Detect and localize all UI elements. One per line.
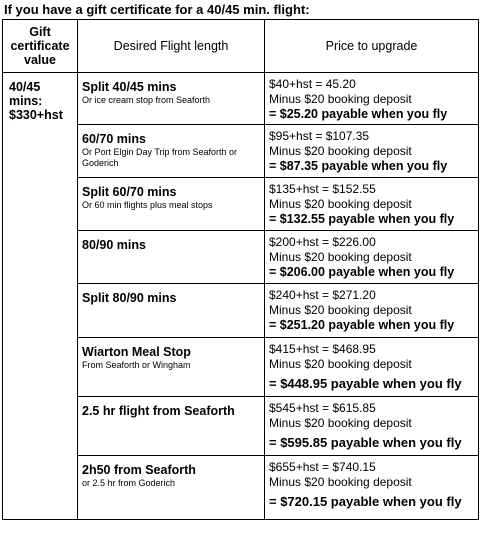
payable-amount: = $595.85 payable when you fly bbox=[269, 435, 462, 450]
deposit-note: Minus $20 booking deposit bbox=[269, 303, 412, 317]
flight-subtitle: Or ice cream stop from Seaforth bbox=[82, 95, 211, 105]
payable-amount: = $720.15 payable when you fly bbox=[269, 494, 462, 509]
price-with-tax: $415+hst = $468.95 bbox=[269, 342, 376, 356]
deposit-note: Minus $20 booking deposit bbox=[269, 92, 412, 106]
price-cell bbox=[265, 125, 479, 178]
header-flight-length: Desired Flight length bbox=[78, 20, 265, 73]
flight-title: 2h50 from Seaforth bbox=[82, 463, 196, 477]
certificate-value-cell: 40/45 mins: $330+hst bbox=[3, 73, 78, 520]
price-with-tax: $655+hst = $740.15 bbox=[269, 460, 376, 474]
payable-amount: = $25.20 payable when you fly bbox=[269, 107, 448, 121]
price-with-tax: $135+hst = $152.55 bbox=[269, 182, 376, 196]
flight-cell bbox=[78, 125, 265, 178]
flight-title: 60/70 mins bbox=[82, 132, 146, 146]
price-with-tax: $40+hst = 45.20 bbox=[269, 77, 356, 91]
page-heading: If you have a gift certificate for a 40/45 min. flight: bbox=[4, 2, 310, 17]
price-cell bbox=[265, 456, 479, 520]
flight-title: Split 80/90 mins bbox=[82, 291, 177, 305]
price-with-tax: $545+hst = $615.85 bbox=[269, 401, 376, 415]
deposit-note: Minus $20 booking deposit bbox=[269, 144, 412, 158]
deposit-note: Minus $20 booking deposit bbox=[269, 416, 412, 430]
payable-amount: = $132.55 payable when you fly bbox=[269, 212, 455, 226]
flight-title: 2.5 hr flight from Seaforth bbox=[82, 404, 235, 418]
payable-amount: = $206.00 payable when you fly bbox=[269, 265, 455, 279]
flight-subtitle: From Seaforth or Wingham bbox=[82, 360, 191, 370]
table-row bbox=[3, 73, 479, 125]
upgrade-price-table bbox=[2, 19, 479, 520]
flight-subtitle: Or 60 min flights plus meal stops bbox=[82, 200, 213, 210]
flight-title: Wiarton Meal Stop bbox=[82, 345, 191, 359]
deposit-note: Minus $20 booking deposit bbox=[269, 475, 412, 489]
price-with-tax: $240+hst = $271.20 bbox=[269, 288, 376, 302]
price-with-tax: $200+hst = $226.00 bbox=[269, 235, 376, 249]
header-certificate: Gift certificate value bbox=[3, 20, 78, 73]
flight-cell bbox=[78, 397, 265, 456]
flight-title: Split 60/70 mins bbox=[82, 185, 177, 199]
flight-cell bbox=[78, 73, 265, 125]
price-cell bbox=[265, 231, 479, 284]
price-cell bbox=[265, 178, 479, 231]
flight-cell bbox=[78, 456, 265, 520]
payable-amount: = $87.35 payable when you fly bbox=[269, 159, 448, 173]
flight-cell bbox=[78, 231, 265, 284]
price-cell bbox=[265, 284, 479, 338]
payable-amount: = $251.20 payable when you fly bbox=[269, 318, 455, 332]
flight-title: 80/90 mins bbox=[82, 238, 146, 252]
flight-cell bbox=[78, 338, 265, 397]
deposit-note: Minus $20 booking deposit bbox=[269, 250, 412, 264]
header-row bbox=[3, 20, 479, 73]
header-price: Price to upgrade bbox=[265, 20, 479, 73]
flight-cell bbox=[78, 284, 265, 338]
deposit-note: Minus $20 booking deposit bbox=[269, 197, 412, 211]
price-cell bbox=[265, 397, 479, 456]
price-cell bbox=[265, 338, 479, 397]
flight-cell bbox=[78, 178, 265, 231]
flight-title: Split 40/45 mins bbox=[82, 80, 177, 94]
flight-subtitle: Or Port Elgin Day Trip from Seaforth or Goderich bbox=[82, 147, 238, 168]
price-with-tax: $95+hst = $107.35 bbox=[269, 129, 370, 143]
price-cell bbox=[265, 73, 479, 125]
payable-amount: = $448.95 payable when you fly bbox=[269, 376, 462, 391]
flight-subtitle: or 2.5 hr from Goderich bbox=[82, 478, 176, 488]
deposit-note: Minus $20 booking deposit bbox=[269, 357, 412, 371]
